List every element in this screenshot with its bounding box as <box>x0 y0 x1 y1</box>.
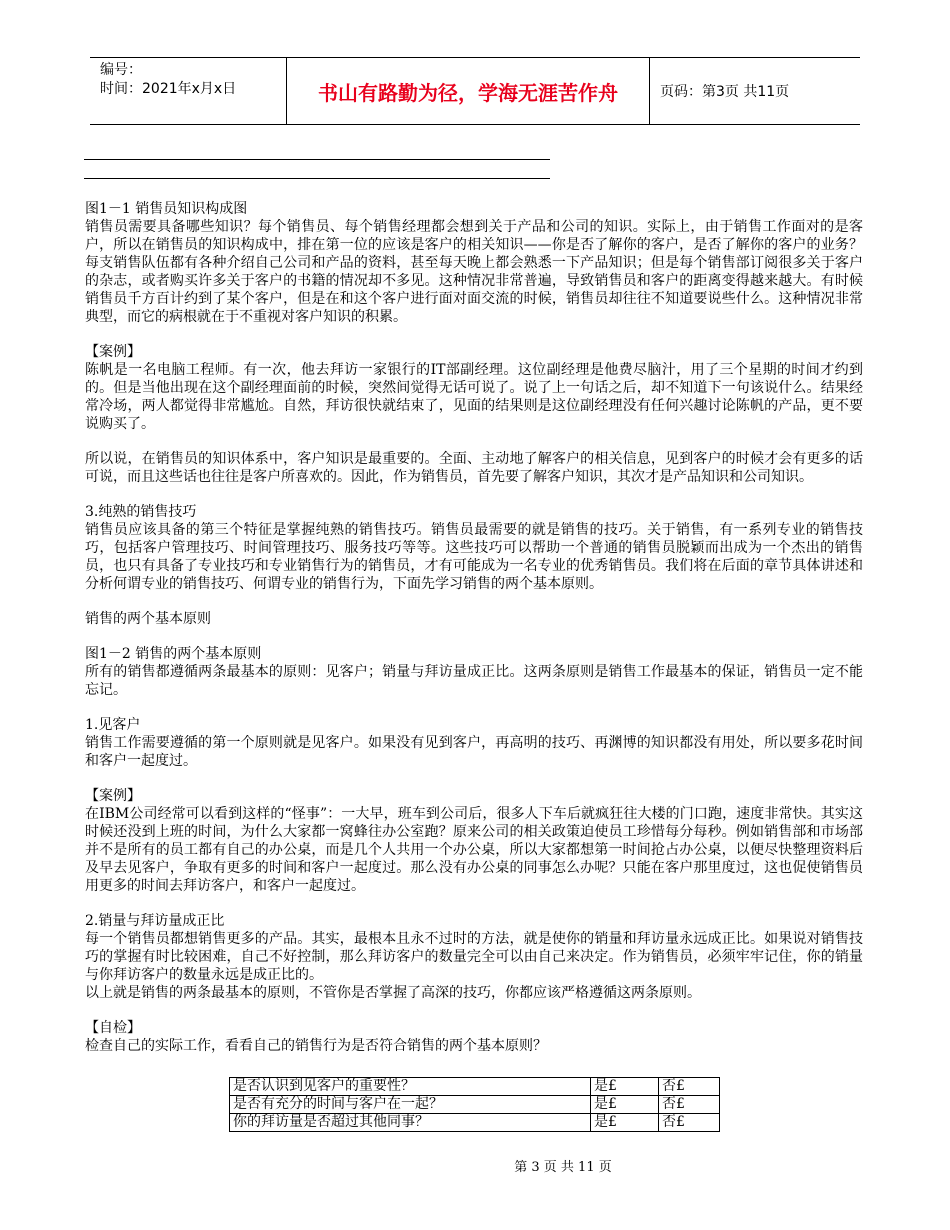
table-row <box>230 1114 720 1132</box>
no-checkbox[interactable]: 否£ <box>659 1114 720 1132</box>
figure-caption: 图1－1 销售员知识构成图 <box>85 201 248 217</box>
spacer <box>85 486 863 503</box>
no-checkbox[interactable]: 否£ <box>659 1078 720 1096</box>
header-page-label: 页码：第3页 共11页 <box>660 84 790 100</box>
spacer <box>85 1002 863 1019</box>
section-heading: 3.纯熟的销售技巧 <box>85 504 197 520</box>
yes-checkbox[interactable]: 是£ <box>591 1078 659 1096</box>
section-label: 【案例】 <box>85 344 141 360</box>
spacer <box>85 770 863 787</box>
figure-caption: 图1－2 销售的两个基本原则 <box>85 646 262 662</box>
document-body <box>85 200 863 1055</box>
paragraph: 销售工作需要遵循的第一个原则就是见客户。如果没有见到客户，再高明的技巧、再渊博的知识都没有用处，所以要多花时间和客户一起度过。 <box>85 735 863 769</box>
paragraph: 所有的销售都遵循两条最基本的原则：见客户；销量与拜访量成正比。这两条原则是销售工作最基本的保证，销售员一定不能忘记。 <box>85 664 863 698</box>
header-meta <box>90 58 286 124</box>
number-label: 编号： <box>100 62 142 78</box>
spacer <box>85 326 863 343</box>
section-label: 【案例】 <box>85 788 141 804</box>
blank-rule-2 <box>84 178 550 179</box>
no-checkbox[interactable]: 否£ <box>659 1096 720 1114</box>
spacer <box>85 433 863 450</box>
paragraph: 在IBM公司经常可以看到这样的“怪事”：一大早，班车到公司后，很多人下车后就疯狂往大楼的门口跑，速度非常快。其实这时候还没到上班的时间，为什么大家都一窝蜂往办公室跑？原来公司的相关政策迫使员工珍惜每分每秒。例如销售部和市场部并不是所有的员工都有自己的办公桌，而是几个人共用一个办公桌，所以大家都想第一时间抢占办公桌，以便尽快整理资料后及早去见客户，争取有更多的时间和客户一起度过。那么没有办公桌的同事怎么办呢？只能在客户那里度过，这也促使销售员用更多的时间去拜访客户，和客户一起度过。 <box>85 806 863 894</box>
section-heading: 销售的两个基本原则 <box>85 611 211 627</box>
spacer <box>85 895 863 912</box>
page-footer: 第 3 页 共 11 页 <box>514 1160 612 1175</box>
section-heading: 1.见客户 <box>85 717 141 733</box>
question-cell: 是否认识到见客户的重要性？ <box>230 1078 591 1096</box>
self-check-table <box>229 1077 720 1132</box>
paragraph: 销售员需要具备哪些知识？每个销售员、每个销售经理都会想到关于产品和公司的知识。实际上，由于销售工作面对的是客户，所以在销售员的知识构成中，排在第一位的应该是客户的相关知识——你是否了解你的客户，是否了解你的客户的业务？每支销售队伍都有各种介绍自己公司和产品的资料，甚至每天晚上都会熟悉一下产品知识；但是每个销售部订阅很多关于客户的杂志，或者购买许多关于客户的书籍的情况却不多见。这种情况非常普遍，导致销售员和客户的距离变得越来越大。有时候销售员千方百计约到了某个客户，但是在和这个客户进行面对面交流的时候，销售员却往往不知道要说些什么。这种情况非常典型，而它的病根就在于不重视对客户知识的积累。 <box>85 219 863 325</box>
table-row <box>230 1096 720 1114</box>
section-heading: 2.销量与拜访量成正比 <box>85 913 225 929</box>
yes-checkbox[interactable]: 是£ <box>591 1114 659 1132</box>
blank-rule-1 <box>84 159 550 160</box>
spacer <box>85 699 863 716</box>
paragraph: 以上就是销售的两条最基本的原则，不管你是否掌握了高深的技巧，你都应该严格遵循这两条原则。 <box>85 985 701 1001</box>
paragraph: 每一个销售员都想销售更多的产品。其实，最根本且永不过时的方法，就是使你的销量和拜访量永远成正比。如果说对销售技巧的掌握有时比较困难，自己不好控制，那么拜访客户的数量完全可以由自己来决定。作为销售员，必须牢牢记住，你的销量与你拜访客户的数量永远是成正比的。 <box>85 931 863 983</box>
spacer <box>85 628 863 645</box>
question-cell: 你的拜访量是否超过其他同事？ <box>230 1114 591 1132</box>
paragraph: 销售员应该具备的第三个特征是掌握纯熟的销售技巧。销售员最需要的就是销售的技巧。关于销售，有一系列专业的销售技巧，包括客户管理技巧、时间管理技巧、服务技巧等等。这些技巧可以帮助一个普通的销售员脱颖而出成为一个杰出的销售员，也只有具备了专业技巧和专业销售行为的销售员，才有可能成为一名专业的优秀销售员。我们将在后面的章节具体讲述和分析何谓专业的销售技巧、何谓专业的销售行为，下面先学习销售的两个基本原则。 <box>85 522 863 592</box>
paragraph: 检查自己的实际工作，看看自己的销售行为是否符合销售的两个基本原则？ <box>85 1038 547 1054</box>
time-label: 时间：2021年x月x日 <box>100 81 237 97</box>
section-label: 【自检】 <box>85 1020 141 1036</box>
spacer <box>85 593 863 610</box>
page-header <box>90 57 860 125</box>
paragraph: 陈帆是一名电脑工程师。有一次，他去拜访一家银行的IT部副经理。这位副经理是他费尽脑汁，用了三个星期的时间才约到的。但是当他出现在这个副经理面前的时候，突然间觉得无话可说了。说了上一句话之后，却不知道下一句该说什么。结果经常冷场，两人都觉得非常尴尬。自然，拜访很快就结束了，见面的结果则是这位副经理没有任何兴趣讨论陈帆的产品，更不要说购买了。 <box>85 362 863 432</box>
question-cell: 是否有充分的时间与客户在一起？ <box>230 1096 591 1114</box>
paragraph: 所以说，在销售员的知识体系中，客户知识是最重要的。全面、主动地了解客户的相关信息，见到客户的时候才会有更多的话可说，而且这些话也往往是客户所喜欢的。因此，作为销售员，首先要了解客户知识，其次才是产品知识和公司知识。 <box>85 451 863 485</box>
table-row <box>230 1078 720 1096</box>
header-slogan: 书山有路勤为径，学海无涯苦作舟 <box>286 58 650 124</box>
yes-checkbox[interactable]: 是£ <box>591 1096 659 1114</box>
